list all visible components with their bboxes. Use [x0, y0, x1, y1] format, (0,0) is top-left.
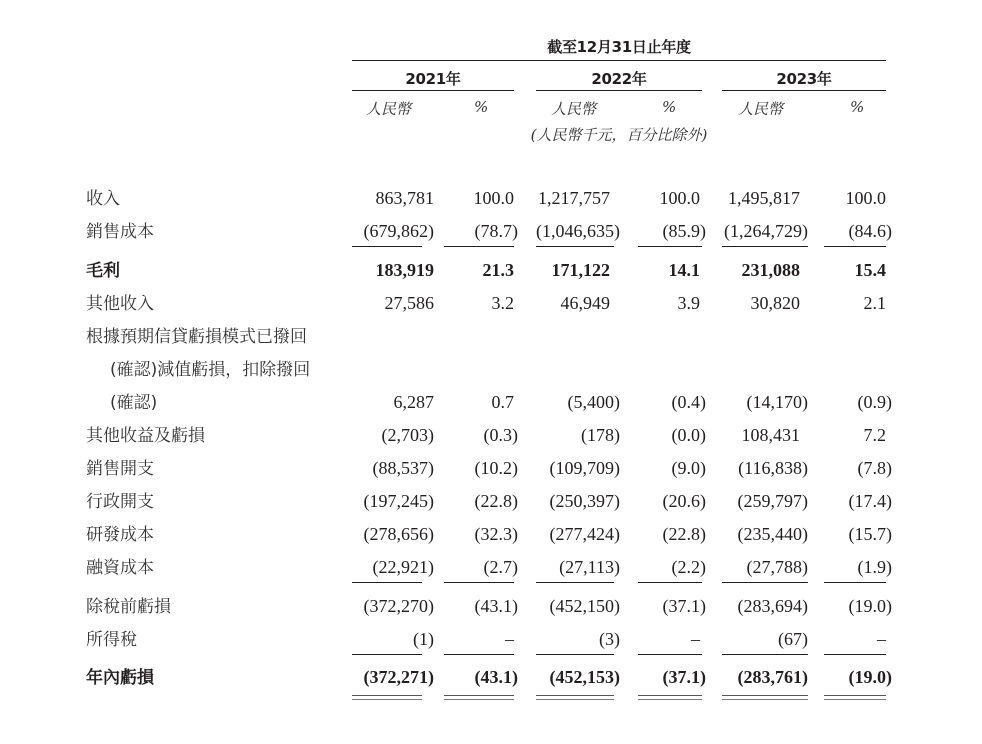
year-2023-header: 2023年: [776, 70, 832, 88]
cell-cost-of-sales-2021-rmb: (679,862): [363, 221, 434, 241]
cell-other-gains-2023-rmb: 108,431: [741, 425, 800, 445]
cell-rd-2021-pct: (32.3): [474, 524, 518, 544]
cell-rd-2021-rmb: (278,656): [363, 524, 434, 544]
subtotal-rule: [638, 654, 702, 655]
cell-cost-of-sales-2023-pct: (84.6): [848, 221, 892, 241]
cell-selling-2022-pct: (9.0): [671, 458, 706, 478]
cell-other-gains-2021-pct: (0.3): [483, 425, 518, 445]
cell-impairment-2021-rmb: 6,287: [393, 392, 434, 412]
total-double-rule: [722, 695, 808, 700]
col-2022-pct: %: [662, 98, 677, 116]
cell-selling-2022-rmb: (109,709): [549, 458, 620, 478]
cell-selling-2023-pct: (7.8): [857, 458, 892, 478]
year-2023-rule: [722, 90, 886, 91]
cell-loss-2022-pct: (37.1): [662, 667, 706, 687]
cell-tax-2023-pct: –: [877, 629, 886, 649]
row-label-loss-before-tax: 除稅前虧損: [86, 596, 332, 618]
col-2023-currency: 人民幣: [738, 100, 784, 118]
subtotal-rule: [444, 246, 514, 247]
row-label-rd-costs: 研發成本: [86, 524, 332, 546]
cell-finance-2021-pct: (2.7): [483, 557, 518, 577]
subtotal-rule: [824, 582, 886, 583]
row-label-impairment-line3: (確認): [110, 392, 332, 414]
cell-other-income-2021-rmb: 27,586: [384, 293, 434, 313]
cell-rd-2022-rmb: (277,424): [549, 524, 620, 544]
cell-other-income-2023-rmb: 30,820: [750, 293, 800, 313]
subtotal-rule: [824, 246, 886, 247]
subtotal-rule: [722, 654, 808, 655]
row-label-selling-expenses: 銷售開支: [86, 458, 332, 480]
cell-lbt-2021-rmb: (372,270): [363, 596, 434, 616]
cell-finance-2022-pct: (2.2): [671, 557, 706, 577]
cell-other-income-2022-pct: 3.9: [677, 293, 700, 313]
cell-gross-profit-2023-rmb: 231,088: [741, 260, 800, 280]
cell-loss-2023-pct: (19.0): [848, 667, 892, 687]
subtotal-rule: [722, 246, 808, 247]
cell-impairment-2023-rmb: (14,170): [746, 392, 808, 412]
row-label-impairment-line1: 根據預期信貸虧損模式已撥回: [86, 327, 307, 347]
cell-revenue-2021-pct: 100.0: [473, 188, 514, 208]
subtotal-rule: [536, 654, 614, 655]
cell-admin-2021-pct: (22.8): [474, 491, 518, 511]
cell-gross-profit-2022-rmb: 171,122: [551, 260, 610, 280]
cell-loss-2021-pct: (43.1): [474, 667, 518, 687]
cell-other-income-2021-pct: 3.2: [491, 293, 514, 313]
col-2021-currency: 人民幣: [366, 100, 412, 118]
cell-impairment-2021-pct: 0.7: [491, 392, 514, 412]
cell-tax-2021-pct: –: [505, 629, 514, 649]
cell-lbt-2022-rmb: (452,150): [549, 596, 620, 616]
subtotal-rule: [352, 246, 422, 247]
cell-selling-2023-rmb: (116,838): [738, 458, 808, 478]
total-double-rule: [824, 695, 886, 700]
subtotal-rule: [638, 246, 702, 247]
subtotal-rule: [536, 582, 614, 583]
col-2022-currency: 人民幣: [551, 100, 597, 118]
cell-other-gains-2022-pct: (0.0): [671, 425, 706, 445]
col-2023-pct: %: [850, 98, 865, 116]
cell-admin-2023-pct: (17.4): [848, 491, 892, 511]
cell-admin-2021-rmb: (197,245): [363, 491, 434, 511]
cell-rd-2023-rmb: (235,440): [737, 524, 808, 544]
cell-other-income-2022-rmb: 46,949: [560, 293, 610, 313]
cell-finance-2021-rmb: (22,921): [372, 557, 434, 577]
cell-selling-2021-rmb: (88,537): [372, 458, 434, 478]
subtotal-rule: [536, 246, 614, 247]
cell-cost-of-sales-2023-rmb: (1,264,729): [724, 221, 808, 241]
row-label-cost-of-sales: 銷售成本: [86, 221, 332, 243]
cell-revenue-2023-pct: 100.0: [845, 188, 886, 208]
cell-gross-profit-2023-pct: 15.4: [854, 260, 886, 280]
cell-impairment-2022-rmb: (5,400): [567, 392, 620, 412]
total-double-rule: [352, 695, 422, 700]
cell-gross-profit-2021-pct: 21.3: [482, 260, 514, 280]
cell-rd-2022-pct: (22.8): [662, 524, 706, 544]
col-2021-pct: %: [474, 98, 489, 116]
row-label-income-tax: 所得稅: [86, 629, 332, 651]
cell-gross-profit-2022-pct: 14.1: [668, 260, 700, 280]
cell-lbt-2023-rmb: (283,694): [737, 596, 808, 616]
subtotal-rule: [722, 582, 808, 583]
total-double-rule: [638, 695, 702, 700]
subtotal-rule: [352, 654, 422, 655]
cell-loss-2022-rmb: (452,153): [549, 667, 620, 687]
cell-tax-2023-rmb: (67): [778, 629, 808, 649]
header-rule: [352, 60, 886, 61]
subtotal-rule: [352, 582, 422, 583]
cell-impairment-2023-pct: (0.9): [857, 392, 892, 412]
year-2022-header: 2022年: [591, 70, 647, 88]
cell-tax-2022-pct: –: [691, 629, 700, 649]
subtotal-rule: [444, 654, 514, 655]
cell-cost-of-sales-2022-rmb: (1,046,635): [536, 221, 620, 241]
cell-other-income-2023-pct: 2.1: [863, 293, 886, 313]
cell-admin-2023-rmb: (259,797): [737, 491, 808, 511]
subtotal-rule: [444, 582, 514, 583]
row-label-loss-for-year: 年內虧損: [86, 667, 332, 689]
cell-revenue-2023-rmb: 1,495,817: [728, 188, 800, 208]
row-label-impairment-line2: (確認)減值虧損，扣除撥回: [110, 360, 311, 380]
year-2021-header: 2021年: [405, 70, 461, 88]
cell-admin-2022-pct: (20.6): [662, 491, 706, 511]
cell-tax-2021-rmb: (1): [413, 629, 434, 649]
cell-finance-2022-rmb: (27,113): [559, 557, 620, 577]
unit-note: (人民幣千元，百分比除外): [530, 126, 708, 144]
subtotal-rule: [638, 582, 702, 583]
cell-selling-2021-pct: (10.2): [474, 458, 518, 478]
row-label-revenue: 收入: [86, 188, 332, 210]
cell-revenue-2022-rmb: 1,217,757: [538, 188, 610, 208]
cell-impairment-2022-pct: (0.4): [671, 392, 706, 412]
cell-other-gains-2023-pct: 7.2: [863, 425, 886, 445]
cell-rd-2023-pct: (15.7): [848, 524, 892, 544]
cell-loss-2021-rmb: (372,271): [363, 667, 434, 687]
row-label-other-gains-losses: 其他收益及虧損: [86, 425, 332, 447]
total-double-rule: [444, 695, 514, 700]
year-2022-rule: [536, 90, 702, 91]
total-double-rule: [536, 695, 614, 700]
cell-loss-2023-rmb: (283,761): [737, 667, 808, 687]
cell-lbt-2022-pct: (37.1): [662, 596, 706, 616]
year-2021-rule: [352, 90, 514, 91]
cell-finance-2023-pct: (1.9): [857, 557, 892, 577]
cell-gross-profit-2021-rmb: 183,919: [375, 260, 434, 280]
cell-other-gains-2022-rmb: (178): [581, 425, 620, 445]
period-title: 截至12月31日止年度: [547, 38, 691, 56]
row-label-gross-profit: 毛利: [86, 260, 332, 282]
cell-other-gains-2021-rmb: (2,703): [381, 425, 434, 445]
cell-finance-2023-rmb: (27,788): [746, 557, 808, 577]
row-label-admin-expenses: 行政開支: [86, 491, 332, 513]
cell-admin-2022-rmb: (250,397): [549, 491, 620, 511]
cell-tax-2022-rmb: (3): [599, 629, 620, 649]
cell-cost-of-sales-2021-pct: (78.7): [474, 221, 518, 241]
cell-revenue-2021-rmb: 863,781: [375, 188, 434, 208]
cell-lbt-2021-pct: (43.1): [474, 596, 518, 616]
row-label-other-income: 其他收入: [86, 293, 332, 315]
cell-cost-of-sales-2022-pct: (85.9): [662, 221, 706, 241]
subtotal-rule: [824, 654, 886, 655]
cell-lbt-2023-pct: (19.0): [848, 596, 892, 616]
row-label-finance-costs: 融資成本: [86, 557, 332, 579]
cell-revenue-2022-pct: 100.0: [659, 188, 700, 208]
